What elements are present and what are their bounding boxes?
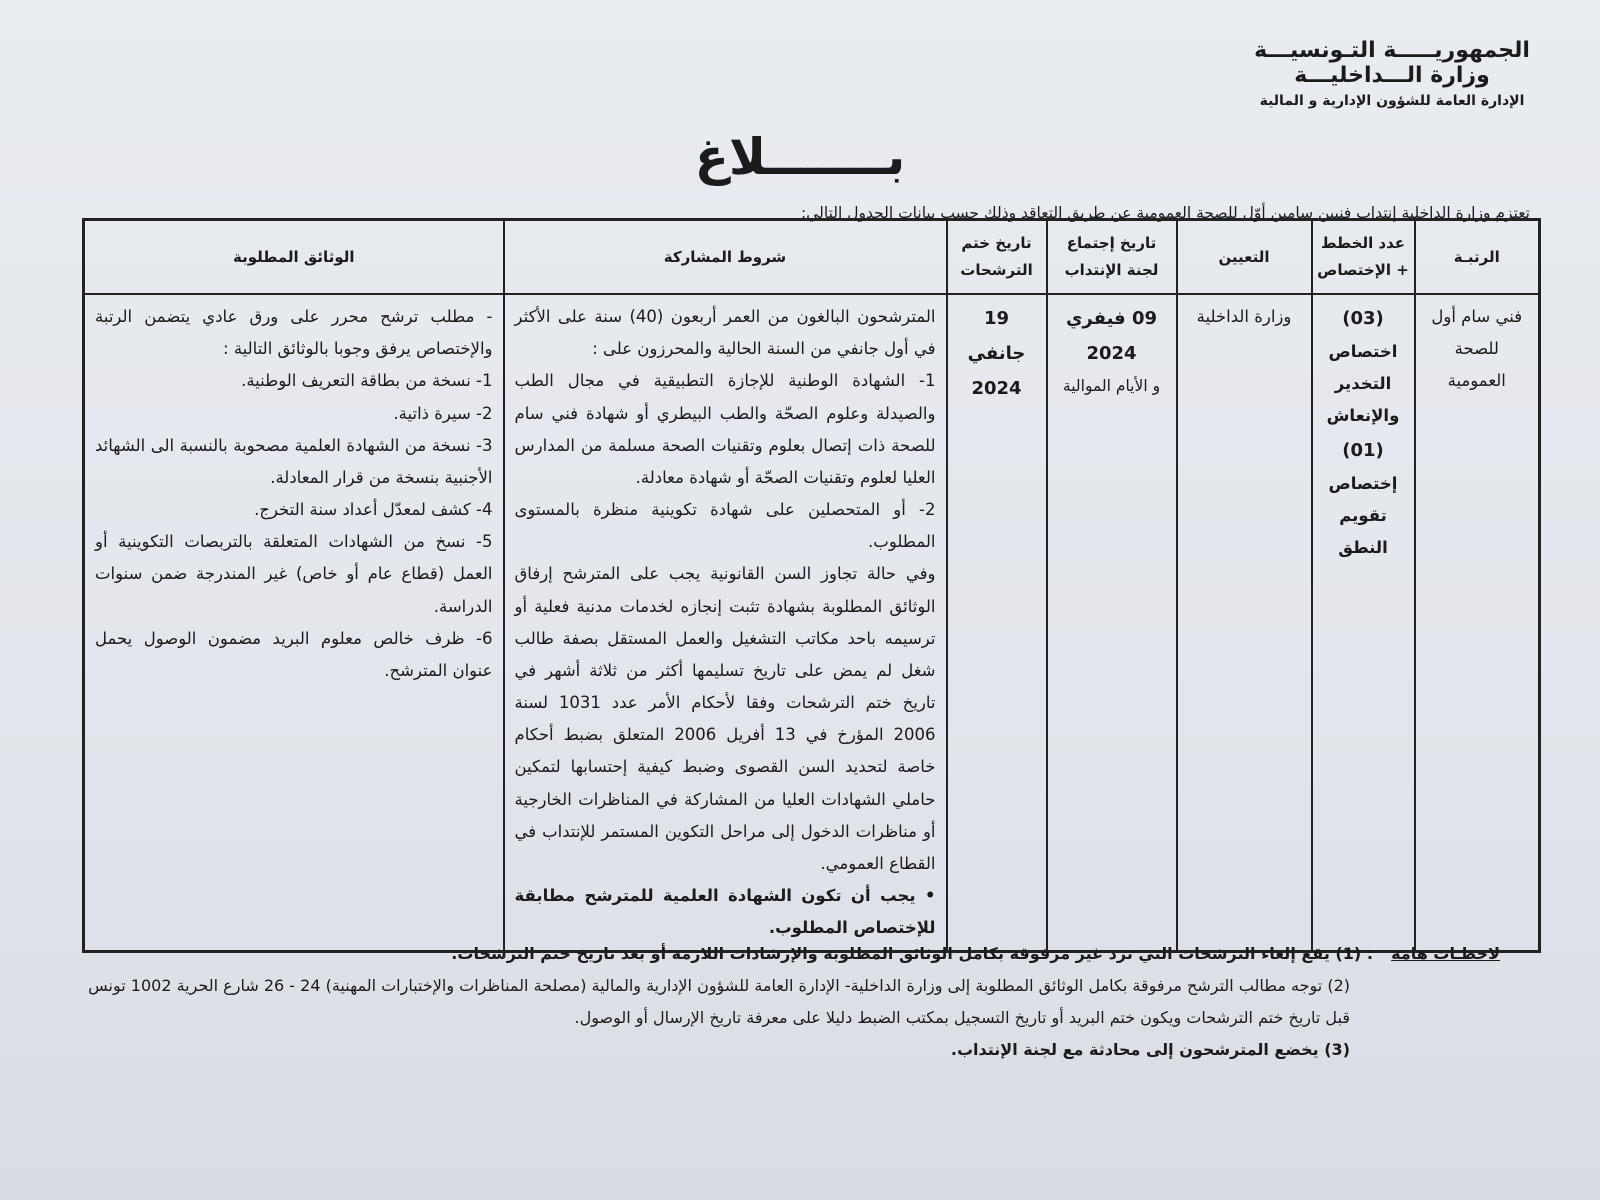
- ministry-name: وزارة الـــداخليـــة: [1294, 63, 1490, 89]
- republic-name: الجمهوريـــــة التـونسيـــة: [1254, 38, 1530, 63]
- document-item: 3- نسخة من الشهادة العلمية مصحوبة بالنسبة الى الشهائد الأجنبية بنسخة من قرار المعادلة.: [95, 435, 493, 487]
- cell-deadline: [947, 294, 1047, 952]
- table-row: [84, 294, 1540, 952]
- important-notes: [80, 938, 1500, 1066]
- note-2: (2) توجه مطالب الترشح مرفوقة بكامل الوثائق المطلوبة إلى وزارة الداخلية- الإدارة العامة للشؤون الإدارية والمالية (مصلحة المناظرات والإختبارات المهنية) 24 - 26 شارع الحرية 1002 تونس قبل تاريخ ختم الترشحات ويكون ختم البريد أو تاريخ التسجيل بمكتب الضبط دليلا على معرفة تاريخ الإرسال أو الوصول.: [88, 976, 1350, 1027]
- cell-committee-date: [1047, 294, 1177, 952]
- cell-conditions: [504, 294, 947, 952]
- header-rank: الرتبـة: [1415, 220, 1540, 295]
- condition-note: • يجب أن تكون الشهادة العلمية للمترشح مطابقة للإختصاص المطلوب.: [514, 886, 936, 938]
- document-item: 4- كشف لمعدّل أعداد سنة التخرج.: [254, 500, 493, 520]
- deadline-year: 2024: [971, 378, 1022, 400]
- condition-paragraph: 1- الشهادة الوطنية للإجازة التطبيقية في مجال الطب والصيدلة وعلوم الصحّة والطب البيطري أو شهادة فني سام للصحة ذات إتصال بعلوم وتقنيات الصحة مسلمة من المدارس العليا لعلوم وتقنيات الصحّة أو شهادة معادلة.: [514, 371, 936, 487]
- document-item: 6- ظرف خالص معلوم البريد مضمون الوصول يحمل عنوان المترشح.: [95, 628, 493, 680]
- header-plans: عدد الخطط + الإختصاص: [1312, 220, 1415, 295]
- plans-line: إختصاص: [1328, 473, 1398, 493]
- cell-rank: فني سام أول للصحة العمومية: [1415, 294, 1540, 952]
- letterhead: [1242, 38, 1542, 109]
- document-item: - مطلب ترشح محرر على ورق عادي يتضمن الرتبة والإختصاص يرفق وجوبا بالوثائق التالية :: [95, 307, 493, 359]
- plans-count-2: (01): [1342, 439, 1384, 461]
- notes-heading: لاحظـات هامة: [1391, 944, 1500, 963]
- recruitment-table: [82, 218, 1541, 953]
- note-1: [80, 938, 1500, 970]
- header-committee-date: تاريخ إجتماع لجنة الإنتداب: [1047, 220, 1177, 295]
- intro-text: تعتزم وزارة الداخلية إنتداب فنيين سامين أوّل للصحة العمومية عن طريق التعاقد وذلك حسب بيانات الجدول التالي:: [801, 204, 1530, 222]
- note-1-text: : (1) يقع إلغاء الترشحات التي ترد غير مرفوقة بكامل الوثائق المطلوبة والإرشادات اللازمة أو بعد تاريخ ختم الترشحات.: [451, 944, 1374, 963]
- condition-paragraph: وفي حالة تجاوز السن القانونية يجب على المترشح إرفاق الوثائق المطلوبة بشهادة تثبت إنجازه لخدمات مدنية فعلية أو ترسيمه باحد مكاتب التشغيل والعمل المستقل بصفة طالب شغل لم يمض على تاريخ تسليمها أكثر من ثلاثة أشهر في تاريخ ختم الترشحات وفقا لأحكام الأمر عدد 1031 لسنة 2006 المؤرخ في 13 أفريل 2006 المتعلق بضبط أحكام خاصة لتحديد السن القصوى وضبط كيفية إحتسابها لتمكين حاملي الشهادات العليا من المشاركة في المناظرات الخارجية أو مناظرات الدخول إلى مراحل التكوين المستمر للإنتداب في القطاع العمومي.: [514, 564, 936, 873]
- deadline-date: 19 جانفي: [967, 308, 1026, 365]
- condition-paragraph: 2- أو المتحصلين على شهادة تكوينية منظرة بالمستوى المطلوب.: [514, 500, 936, 552]
- plans-line: تقويم النطق: [1338, 505, 1388, 558]
- document-item: 2- سيرة ذاتية.: [393, 403, 493, 423]
- header-deadline: تاريخ ختم الترشحات: [947, 220, 1047, 295]
- table-header-row: [84, 220, 1540, 295]
- page-title: بـــــــلاغ: [694, 128, 906, 186]
- cell-assignment: وزارة الداخلية: [1177, 294, 1312, 952]
- committee-year: 2024: [1086, 343, 1137, 365]
- document-item: 5- نسخ من الشهادات المتعلقة بالتربصات التكوينية أو العمل (قطاع عام أو خاص) غير المندرجة ضمن سنوات الدراسة.: [95, 532, 493, 616]
- plans-count-1: (03): [1342, 308, 1384, 329]
- document-item: 1- نسخة من بطاقة التعريف الوطنية.: [241, 371, 493, 391]
- cell-documents: [84, 294, 504, 952]
- header-assignment: التعيين: [1177, 220, 1312, 295]
- cell-plans: [1312, 294, 1415, 952]
- committee-note: و الأيام الموالية: [1062, 377, 1161, 396]
- department-name: الإدارة العامة للشؤون الإدارية و المالية: [1259, 92, 1525, 109]
- header-conditions: شروط المشاركة: [504, 220, 947, 295]
- note-3: (3) يخضع المترشحون إلى محادثة مع لجنة الإنتداب.: [950, 1040, 1350, 1059]
- plans-line: والإنعاش: [1326, 406, 1400, 426]
- committee-date: 09 فيفري: [1065, 308, 1158, 329]
- header-documents: الوثائق المطلوبة: [84, 220, 504, 295]
- plans-line: التخدير: [1334, 374, 1392, 394]
- plans-line: اختصاص: [1328, 342, 1398, 362]
- condition-paragraph: المترشحون البالغون من العمر أربعون (40) سنة على الأكثر في أول جانفي من السنة الحالية والمحرزون على :: [514, 307, 936, 359]
